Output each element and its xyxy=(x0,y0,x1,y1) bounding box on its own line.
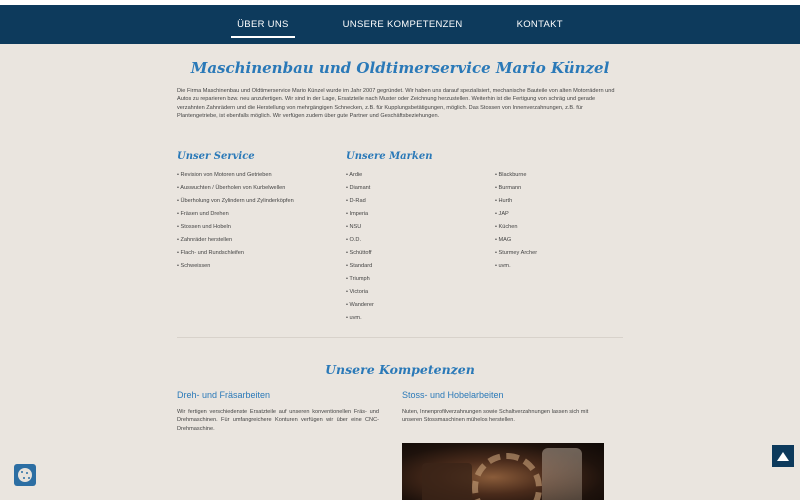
stoss-text: Nuten, Innenprofilverzahnungen sowie Schaltverzahnungen lassen sich mit unseren Stossmaschinen mühelos herstellen. xyxy=(402,409,589,424)
intro-text: Die Firma Maschinenbau und Oldtimerservice Mario Künzel wurde im Jahr 2007 gegründet. Wir haben uns darauf spezialisiert, mechanische Bauteile von alten Motorrädern und Autos zu reparieren bzw. neu anzufertigen. Wir sind in der Lage, Ersatzteile nach Muster oder Zeichnung herzustellen. Weiterhin ist die Fertigung von schräg und gerade verzahnten Zahnrädern und die Herstellung von mehrgängigen Schnecken, z.B. für Kupplungsbetätigungen, möglich. Das Stossen von Innenverzahnungen, z.B. für Plantengetriebe, ist ebenfalls möglich. Wir verfügen zudem über gute Partner und Geschäftsbeziehungen. xyxy=(177,88,615,120)
list-item: • Revision von Motoren und Getrieben xyxy=(177,172,302,179)
list-item: • Flach- und Rundschleifen xyxy=(177,250,302,257)
list-item: • Schweissen xyxy=(177,263,302,270)
list-item: • Überholung von Zylindern und Zylinderköpfen xyxy=(177,198,302,205)
list-item: • Fräsen und Drehen xyxy=(177,211,302,218)
list-item: • Victoria xyxy=(346,289,476,296)
list-item: • Ardie xyxy=(346,172,476,179)
list-item: • Diamant xyxy=(346,185,476,192)
service-heading: Unser Service xyxy=(177,151,255,162)
list-item: • Triumph xyxy=(346,276,476,283)
list-item: • JAP xyxy=(495,211,623,218)
kompetenzen-heading: Unsere Kompetenzen xyxy=(325,362,475,377)
list-item: • uvm. xyxy=(495,263,623,270)
list-item: • Standard xyxy=(346,263,476,270)
page-title: Maschinenbau und Oldtimerservice Mario Künzel xyxy=(190,59,610,77)
list-item: • Hurth xyxy=(495,198,623,205)
list-item: • Imperia xyxy=(346,211,476,218)
dreh-text: Wir fertigen verschiedenste Ersatzteile auf unseren konventionellen Fräs- und Drehmaschinen. Für umfangreichere Konturen verfügen wir über eine CNC-Drehmaschine. xyxy=(177,409,379,432)
nav-item-kontakt[interactable]: KONTAKT xyxy=(516,19,563,30)
list-item: • MAG xyxy=(495,237,623,244)
list-item: • Schüttoff xyxy=(346,250,476,257)
list-item: • NSU xyxy=(346,224,476,231)
cookie-settings-button[interactable] xyxy=(14,464,36,486)
marken-list-2 xyxy=(495,172,623,276)
service-list xyxy=(177,172,302,276)
marken-heading: Unsere Marken xyxy=(346,151,433,162)
list-item: • Küchen xyxy=(495,224,623,231)
section-divider xyxy=(177,337,623,338)
list-item: • Auswuchten / Überholen von Kurbelwellen xyxy=(177,185,302,192)
dreh-title: Dreh- und Fräsarbeiten xyxy=(177,390,271,400)
marken-list-1 xyxy=(346,172,476,328)
list-item: • Sturmey Archer xyxy=(495,250,623,257)
list-item: • Burmann xyxy=(495,185,623,192)
list-item: • Wanderer xyxy=(346,302,476,309)
list-item: • Stossen und Hobeln xyxy=(177,224,302,231)
cookie-icon xyxy=(18,468,32,482)
list-item: • Blackburne xyxy=(495,172,623,179)
stossmaschine-photo xyxy=(402,443,604,500)
main-nav xyxy=(0,5,800,44)
nav-item-ueber-uns[interactable]: ÜBER UNS xyxy=(231,15,295,34)
nav-item-kompetenzen[interactable]: UNSERE KOMPETENZEN xyxy=(342,19,463,30)
list-item: • Zahnräder herstellen xyxy=(177,237,302,244)
list-item: • D-Rad xyxy=(346,198,476,205)
list-item: • O.D. xyxy=(346,237,476,244)
stoss-title: Stoss- und Hobelarbeiten xyxy=(402,390,504,400)
list-item: • uvm. xyxy=(346,315,476,322)
scroll-to-top-button[interactable] xyxy=(772,445,794,467)
arrow-up-icon xyxy=(777,452,789,461)
